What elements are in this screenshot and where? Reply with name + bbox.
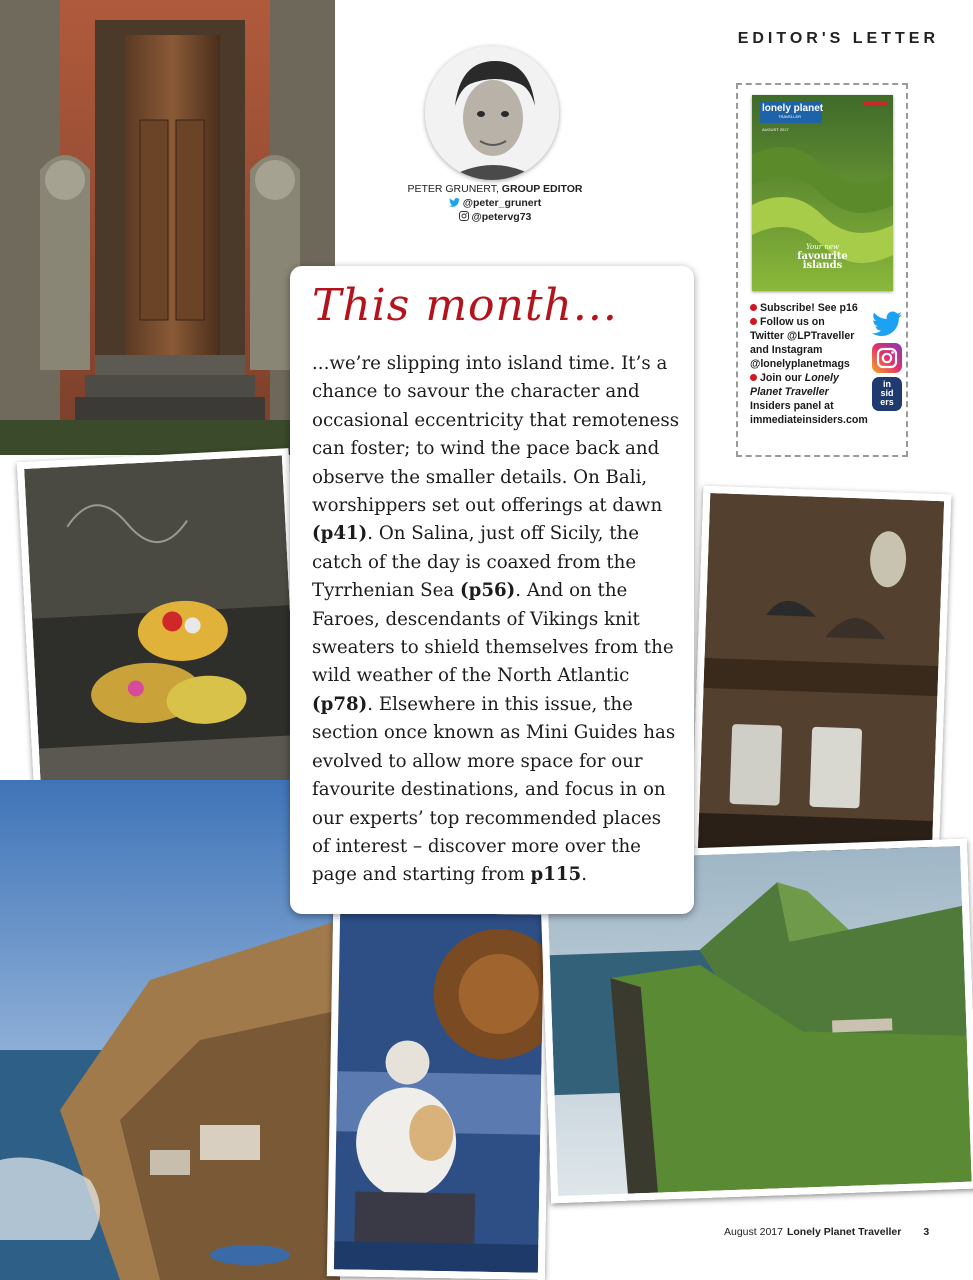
bullet-dot (750, 374, 757, 381)
bullet-dot (750, 318, 757, 325)
editor-instagram-line[interactable] (380, 210, 610, 224)
twitter-icon[interactable] (872, 311, 902, 341)
fisherman-photo (327, 904, 551, 1280)
letter-text: . Elsewhere in this issue, the section once known as Mini Guides has evolved to allow more space for our favourite destinations, and focus in on our experts’ top recommended places of interest – discover more over the page and starting from (312, 693, 676, 886)
editor-role: GROUP EDITOR (501, 183, 583, 195)
letter-text: ...we’re slipping into island time. It’s a chance to savour the character and occasional eccentricity that remoteness can foster; to wind the pace back and observe the smaller details. On Bali, worshippers set out offerings at dawn (312, 353, 680, 517)
page-reference: (p56) (460, 580, 516, 602)
page-reference: (p41) (312, 523, 368, 545)
insiders-badge-text: ers (880, 397, 894, 407)
section-label: EDITOR'S LETTER (737, 30, 939, 47)
faroe-interior-photo (691, 486, 952, 864)
cover-headline-line: islands (802, 260, 843, 271)
insiders-badge-text: in (883, 379, 891, 389)
subscribe-text (750, 301, 868, 427)
page-number: 3 (923, 1226, 930, 1238)
editor-twitter-handle: @peter_grunert (462, 197, 542, 209)
editor-name: PETER GRUNERT, (407, 183, 502, 195)
instagram-icon[interactable] (872, 343, 902, 373)
magazine-name: Lonely Planet Traveller (786, 1226, 902, 1238)
follow-item-text: Follow us on Twitter @LPTraveller and Instagram @lonelyplanetmags (750, 316, 855, 370)
page-reference: (p78) (312, 693, 368, 715)
cover-headline-line: Your new (806, 243, 839, 251)
follow-item[interactable] (750, 315, 860, 371)
letter-title: This month... (312, 280, 618, 331)
magazine-cover[interactable] (752, 95, 893, 291)
editor-name-line (380, 182, 610, 196)
cover-headline (752, 243, 893, 270)
insiders-item[interactable] (750, 371, 868, 427)
cover-date: AUGUST 2017 (762, 127, 789, 132)
insiders-badge-icon[interactable] (872, 377, 902, 411)
subscribe-item[interactable] (750, 301, 860, 315)
letter-body (312, 350, 682, 890)
cover-brand: lonely planet (762, 103, 824, 114)
letter-text: . And on the Faroes, descendants of Vikings knit sweaters to shield themselves from the wild weather of the North Atlantic (312, 580, 674, 687)
editor-byline (380, 182, 610, 224)
instagram-icon (459, 211, 469, 221)
editor-twitter-line[interactable] (380, 196, 610, 210)
editor-letter-card (290, 266, 694, 914)
subscribe-item-text: Subscribe! See p16 (760, 302, 858, 314)
insiders-text: Join our (760, 372, 805, 384)
insiders-title: Lonely Planet Traveller (750, 372, 839, 398)
subscribe-box (736, 83, 908, 457)
issue-date: August 2017 (724, 1226, 783, 1238)
letter-text: . (581, 864, 587, 886)
bali-temple-photo (0, 0, 335, 455)
letter-text: . On Salina, just off Sicily, the catch of the day is coaxed from the Tyrrhenian Sea (312, 523, 640, 602)
bullet-dot (750, 304, 757, 311)
page-footer (724, 1226, 929, 1238)
twitter-icon (449, 198, 460, 207)
editor-instagram-handle: @petervg73 (471, 211, 532, 223)
insiders-badge-text: sid (880, 388, 894, 398)
cover-sub: TRAVELLER (778, 114, 802, 119)
bali-offerings-photo (17, 448, 307, 820)
insiders-text: Insiders panel at immediateinsiders.com (750, 400, 868, 426)
editor-avatar (425, 46, 559, 180)
letter-paragraph (312, 350, 682, 890)
salina-coast-photo (0, 780, 340, 1280)
page-reference: p115 (530, 864, 582, 886)
cover-headline-line: favourite (797, 251, 848, 262)
